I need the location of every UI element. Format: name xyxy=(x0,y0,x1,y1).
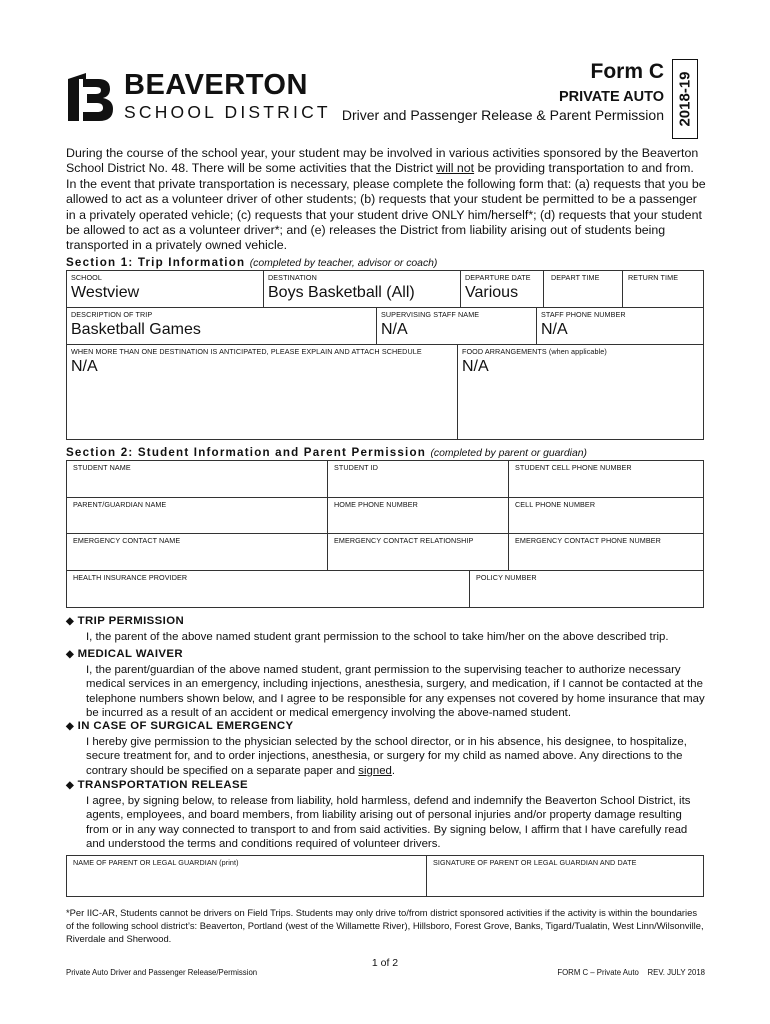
surgical-emergency-block xyxy=(66,719,706,778)
school-field[interactable] xyxy=(66,270,264,308)
footnote: *Per IIC-AR, Students cannot be drivers on Field Trips. Students may only drive to/from district sponsored activities if the activity is within the boundaries of the following school district’s: Beaverton, Portland (west of the Willamette River), Hillsboro, Forest Grove, Banks, Tigard/Tualatin, West Linn/Wilsonville, Riverdale and Sherwood. xyxy=(66,907,704,944)
destination-label: DESTINATION xyxy=(268,273,317,282)
emergency-name-label: EMERGENCY CONTACT NAME xyxy=(73,536,181,545)
parent-signature-field[interactable] xyxy=(426,855,704,897)
transportation-release-block xyxy=(66,778,706,852)
departure-date-value: Various xyxy=(465,284,519,301)
cell-phone-label: CELL PHONE NUMBER xyxy=(515,500,596,509)
footer-right: FORM C – Private Auto REV. JULY 2018 xyxy=(557,968,705,977)
description-value: Basketball Games xyxy=(71,321,201,338)
staff-phone-label: STAFF PHONE NUMBER xyxy=(541,310,626,319)
supervising-value: N/A xyxy=(381,321,408,338)
emergency-phone-field[interactable] xyxy=(508,533,704,571)
page-number: 1 of 2 xyxy=(371,957,399,969)
diamond-icon: ◆ xyxy=(66,649,75,660)
diamond-icon: ◆ xyxy=(66,616,75,627)
parent-name-field[interactable] xyxy=(66,497,328,534)
student-id-label: STUDENT ID xyxy=(334,463,378,472)
surgical-end: . xyxy=(391,764,396,777)
surgical-underline: signed xyxy=(358,764,392,777)
school-value: Westview xyxy=(71,284,140,301)
transportation-release-text: I agree, by signing below, to release from liability, hold harmless, defend and indemnify the Beaverton School District, its agents, employees, and board members, from liability arising out of personal injuries and/or property damage resulting from or in any way connected to transport to and from said activities. By signing below, I affirm that I have carefully read and understood the terms and conditions required of volunteer drivers. xyxy=(86,794,691,851)
emergency-phone-label: EMERGENCY CONTACT PHONE NUMBER xyxy=(515,536,661,545)
school-label: SCHOOL xyxy=(71,273,102,282)
emergency-relationship-label: EMERGENCY CONTACT RELATIONSHIP xyxy=(334,536,474,545)
student-name-field[interactable] xyxy=(66,460,328,498)
section2-heading xyxy=(66,446,587,459)
trip-permission-text: I, the parent of the above named student grant permission to the school to take him/her on the above described trip. xyxy=(86,630,669,643)
section2-title: Section 2: Student Information and Parent Permission xyxy=(66,446,427,459)
staff-phone-field[interactable] xyxy=(536,307,704,345)
trip-description-field[interactable] xyxy=(66,307,377,345)
insurance-label: HEALTH INSURANCE PROVIDER xyxy=(73,573,188,582)
supervising-label: SUPERVISING STAFF NAME xyxy=(381,310,480,319)
policy-label: POLICY NUMBER xyxy=(476,573,537,582)
parent-name-label: PARENT/GUARDIAN NAME xyxy=(73,500,167,509)
depart-time-label: DEPART TIME xyxy=(551,273,600,282)
parent-name-print-label: NAME OF PARENT OR LEGAL GUARDIAN (print) xyxy=(73,858,239,867)
medical-waiver-title: MEDICAL WAIVER xyxy=(77,648,184,660)
intro-text-2: be providing transportation to and from. In the event that private transportation is necessary, please complete the following form that: (a) requests that you be allowed to act as a volunteer driver of other students; (b) requests that your student be permitted to be a passenger in a privately operated vehicle; (c) requests that your student drive ONLY him/herself*; (d) requests that your student be allowed to act as a volunteer driver*; and (e) releases the District from liability arising out of students being transported in a privately owned vehicle. xyxy=(66,161,706,253)
destination-value: Boys Basketball (All) xyxy=(268,284,415,301)
trip-permission-block xyxy=(66,614,706,644)
year-box xyxy=(672,59,698,139)
surgical-text: I hereby give permission to the physician selected by the school director, or in his absence, his designee, to hospitalize, secure treatment for, and to order injections, anesthesia, or surgery for my child as named above. Any directions to the contrary should be specified on a separate paper and xyxy=(86,735,687,777)
home-phone-label: HOME PHONE NUMBER xyxy=(334,500,418,509)
multi-destination-label: WHEN MORE THAN ONE DESTINATION IS ANTICIPATED, PLEASE EXPLAIN AND ATTACH SCHEDULE xyxy=(71,347,422,356)
signature-table xyxy=(66,855,704,897)
depart-time-field[interactable] xyxy=(543,270,623,308)
diamond-icon: ◆ xyxy=(66,721,75,732)
food-label: FOOD ARRANGEMENTS (when applicable) xyxy=(462,347,607,356)
home-phone-field[interactable] xyxy=(327,497,509,534)
trip-information-table xyxy=(66,270,704,440)
section1-title: Section 1: Trip Information xyxy=(66,256,246,269)
surgical-emergency-title: IN CASE OF SURGICAL EMERGENCY xyxy=(77,720,294,732)
logo-name: BEAVERTON xyxy=(124,69,308,101)
form-type: PRIVATE AUTO xyxy=(559,89,664,105)
emergency-name-field[interactable] xyxy=(66,533,328,571)
staff-phone-value: N/A xyxy=(541,321,568,338)
diamond-icon: ◆ xyxy=(66,780,75,791)
surgical-emergency-text xyxy=(66,735,706,779)
departure-date-label: DEPARTURE DATE xyxy=(465,273,531,282)
multi-destination-value: N/A xyxy=(71,358,98,375)
logo-subtitle: SCHOOL DISTRICT xyxy=(124,102,331,122)
description-label: DESCRIPTION OF TRIP xyxy=(71,310,153,319)
section2-note: (completed by parent or guardian) xyxy=(430,448,587,459)
section1-note: (completed by teacher, advisor or coach) xyxy=(249,258,438,269)
cell-phone-field[interactable] xyxy=(508,497,704,534)
student-cell-label: STUDENT CELL PHONE NUMBER xyxy=(515,463,632,472)
school-year: 2018-19 xyxy=(676,71,694,127)
medical-waiver-text: I, the parent/guardian of the above named student, grant permission to the supervising teacher to authorize necessary medical services in an emergency, including injections, anesthesia, surgery, and medication, if I cannot be contacted at the telephone numbers shown below, and I agree to be responsible for any expenses not covered by home insurance that may be incurred as a result of an accident or medical emergency involving the above-named student. xyxy=(86,663,705,720)
intro-underline: will not xyxy=(436,161,475,176)
insurance-provider-field[interactable] xyxy=(66,570,470,608)
intro-paragraph xyxy=(66,146,706,254)
supervising-staff-field[interactable] xyxy=(376,307,537,345)
multi-destination-field[interactable] xyxy=(66,344,458,440)
form-subtitle: Driver and Passenger Release & Parent Permission xyxy=(341,107,664,123)
student-information-table xyxy=(66,460,704,608)
departure-date-field[interactable] xyxy=(460,270,544,308)
return-time-label: RETURN TIME xyxy=(628,273,679,282)
footer-left: Private Auto Driver and Passenger Release/Permission xyxy=(66,968,258,977)
trip-permission-title: TRIP PERMISSION xyxy=(77,615,185,627)
food-arrangements-field[interactable] xyxy=(457,344,704,440)
policy-number-field[interactable] xyxy=(469,570,704,608)
parent-signature-label: SIGNATURE OF PARENT OR LEGAL GUARDIAN AND DATE xyxy=(433,858,637,867)
food-value: N/A xyxy=(462,358,489,375)
intro-text: During the course of the school year, your student may be involved in various activities sponsored by the Beaverton School District No. 48. There will be some activities that the District xyxy=(66,146,699,176)
medical-waiver-block xyxy=(66,647,706,721)
student-name-label: STUDENT NAME xyxy=(73,463,131,472)
transportation-release-title: TRANSPORTATION RELEASE xyxy=(77,779,249,791)
student-cell-field[interactable] xyxy=(508,460,704,498)
student-id-field[interactable] xyxy=(327,460,509,498)
destination-field[interactable] xyxy=(263,270,461,308)
form-title: Form C xyxy=(590,60,664,83)
parent-name-print-field[interactable] xyxy=(66,855,427,897)
beaverton-logo-icon xyxy=(66,71,118,123)
emergency-relationship-field[interactable] xyxy=(327,533,509,571)
return-time-field[interactable] xyxy=(622,270,704,308)
section1-heading xyxy=(66,256,437,269)
